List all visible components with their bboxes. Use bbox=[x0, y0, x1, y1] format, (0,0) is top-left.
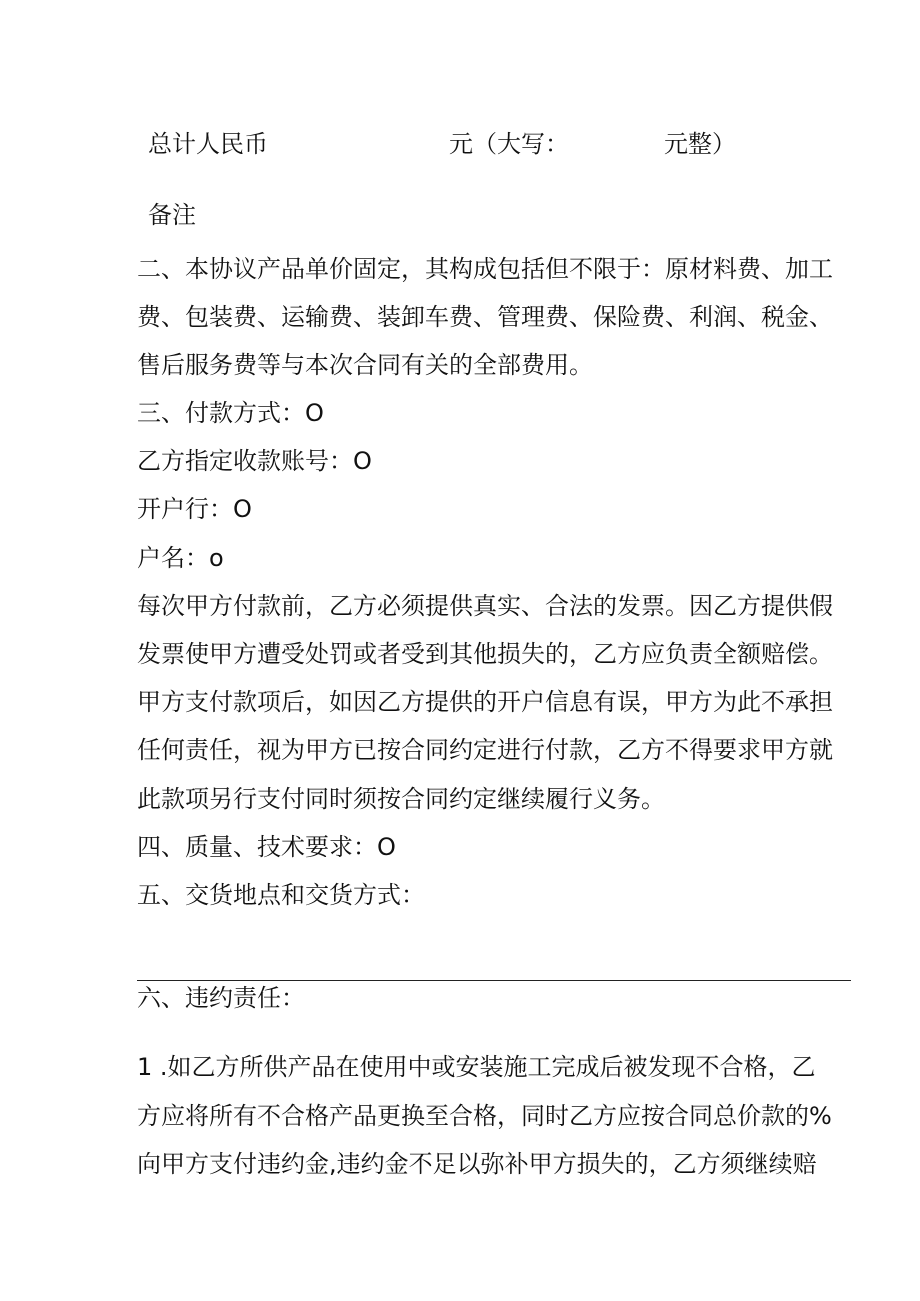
payment-method-heading: 三、付款方式：O bbox=[137, 399, 324, 427]
payment-paragraph-line: 此款项另行支付同时须按合同约定继续履行义务。 bbox=[137, 785, 665, 813]
liability-item-line: 方应将所有不合格产品更换至合格，同时乙方应按合同总价款的% bbox=[137, 1102, 832, 1130]
bank-line: 开户行：O bbox=[137, 495, 252, 523]
payment-paragraph-line: 发票使甲方遭受处罚或者受到其他损失的，乙方应负责全额赔偿。 bbox=[137, 640, 833, 668]
delivery-fill-line bbox=[137, 980, 851, 981]
section2-line: 二、本协议产品单价固定，其构成包括但不限于：原材料费、加工 bbox=[137, 255, 833, 283]
delivery-heading: 五、交货地点和交货方式： bbox=[137, 881, 425, 909]
total-rmb-label: 总计人民币 bbox=[148, 130, 268, 158]
liability-item-line: 向甲方支付违约金,违约金不足以弥补甲方损失的，乙方须继续赔 bbox=[137, 1150, 817, 1178]
remarks-label: 备注 bbox=[148, 201, 196, 229]
capital-amount-label: 元（大写： bbox=[449, 130, 569, 158]
yuan-whole-label: 元整） bbox=[664, 130, 736, 158]
payment-paragraph-line: 任何责任，视为甲方已按合同约定进行付款，乙方不得要求甲方就 bbox=[137, 736, 833, 764]
payment-paragraph-line: 每次甲方付款前，乙方必须提供真实、合法的发票。因乙方提供假 bbox=[137, 592, 833, 620]
account-number-line: 乙方指定收款账号：O bbox=[137, 447, 372, 475]
section2-line: 费、包装费、运输费、装卸车费、管理费、保险费、利润、税金、 bbox=[137, 303, 833, 331]
account-name-line: 户名：o bbox=[137, 544, 224, 572]
section2-line: 售后服务费等与本次合同有关的全部费用。 bbox=[137, 351, 593, 379]
liability-heading: 六、违约责任： bbox=[137, 984, 305, 1012]
quality-requirements-heading: 四、质量、技术要求：O bbox=[137, 833, 396, 861]
payment-paragraph-line: 甲方支付款项后，如因乙方提供的开户信息有误，甲方为此不承担 bbox=[137, 688, 833, 716]
liability-item-line: 1 .如乙方所供产品在使用中或安装施工完成后被发现不合格，乙 bbox=[137, 1053, 816, 1081]
